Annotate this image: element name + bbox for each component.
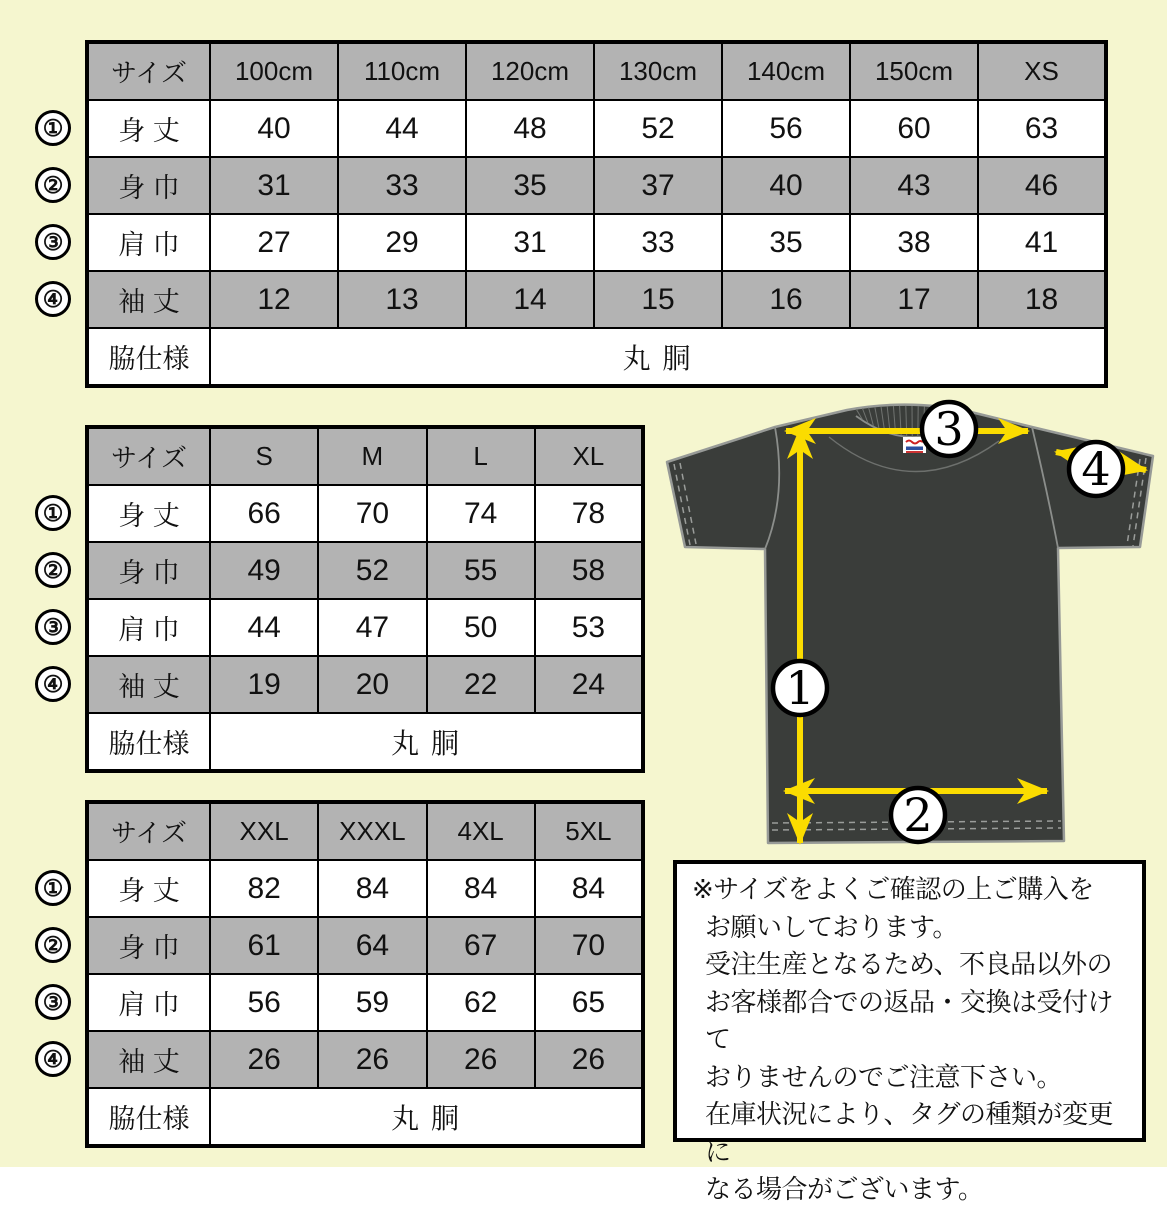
value-cell: 84 bbox=[318, 860, 426, 917]
row-label: 身 巾 bbox=[87, 542, 210, 599]
value-cell: 13 bbox=[338, 271, 466, 328]
value-cell: 37 bbox=[594, 157, 722, 214]
column-header: L bbox=[427, 427, 535, 485]
value-cell: 61 bbox=[210, 917, 318, 974]
value-cell: 15 bbox=[594, 271, 722, 328]
svg-text:1: 1 bbox=[785, 661, 814, 715]
row-label: 袖 丈 bbox=[87, 271, 210, 328]
footer-value: 丸 胴 bbox=[210, 713, 643, 771]
value-cell: 66 bbox=[210, 485, 318, 542]
value-cell: 55 bbox=[427, 542, 535, 599]
row-label: 肩 巾 bbox=[87, 974, 210, 1031]
size-header-cell: サイズ bbox=[87, 427, 210, 485]
row-label: 身 丈 bbox=[87, 100, 210, 157]
size-table-adult bbox=[85, 425, 645, 773]
svg-text:4: 4 bbox=[1081, 442, 1110, 496]
row-label: 身 丈 bbox=[87, 485, 210, 542]
column-header: XXL bbox=[210, 802, 318, 860]
value-cell: 59 bbox=[318, 974, 426, 1031]
notice-line: お願いしております。 bbox=[692, 909, 1134, 947]
notice-line: 受注生産となるため、不良品以外の bbox=[692, 946, 1134, 984]
value-cell: 31 bbox=[210, 157, 338, 214]
value-cell: 22 bbox=[427, 656, 535, 713]
row-label: 身 丈 bbox=[87, 860, 210, 917]
value-cell: 62 bbox=[427, 974, 535, 1031]
column-header: S bbox=[210, 427, 318, 485]
row-label: 袖 丈 bbox=[87, 656, 210, 713]
diagram-marker-3 bbox=[922, 402, 976, 456]
value-cell: 56 bbox=[722, 100, 850, 157]
big-size-table bbox=[85, 800, 645, 1148]
footer-value: 丸 胴 bbox=[210, 328, 1106, 386]
diagram-marker-1 bbox=[773, 661, 827, 715]
column-header: M bbox=[318, 427, 426, 485]
value-cell: 18 bbox=[978, 271, 1106, 328]
value-cell: 48 bbox=[466, 100, 594, 157]
value-cell: 26 bbox=[210, 1031, 318, 1088]
value-cell: 49 bbox=[210, 542, 318, 599]
value-cell: 84 bbox=[427, 860, 535, 917]
value-cell: 19 bbox=[210, 656, 318, 713]
value-cell: 74 bbox=[427, 485, 535, 542]
value-cell: 40 bbox=[722, 157, 850, 214]
row-label: 肩 巾 bbox=[87, 214, 210, 271]
row-marker-3: ③ bbox=[35, 609, 71, 645]
diagram-marker-2 bbox=[891, 788, 945, 842]
row-marker-2: ② bbox=[35, 167, 71, 203]
column-header: 110cm bbox=[338, 42, 466, 100]
value-cell: 43 bbox=[850, 157, 978, 214]
column-header: 5XL bbox=[535, 802, 643, 860]
value-cell: 70 bbox=[318, 485, 426, 542]
value-cell: 26 bbox=[318, 1031, 426, 1088]
row-marker-4: ④ bbox=[35, 666, 71, 702]
notice-line: ※サイズをよくご確認の上ご購入を bbox=[692, 871, 1134, 909]
value-cell: 26 bbox=[427, 1031, 535, 1088]
size-table-kids bbox=[85, 40, 1108, 388]
value-cell: 56 bbox=[210, 974, 318, 1031]
row-label: 袖 丈 bbox=[87, 1031, 210, 1088]
notice-line: おりませんのでご注意下さい。 bbox=[692, 1059, 1134, 1097]
value-cell: 65 bbox=[535, 974, 643, 1031]
value-cell: 17 bbox=[850, 271, 978, 328]
value-cell: 64 bbox=[318, 917, 426, 974]
value-cell: 50 bbox=[427, 599, 535, 656]
value-cell: 14 bbox=[466, 271, 594, 328]
value-cell: 33 bbox=[594, 214, 722, 271]
column-header: 130cm bbox=[594, 42, 722, 100]
column-header: 4XL bbox=[427, 802, 535, 860]
value-cell: 46 bbox=[978, 157, 1106, 214]
value-cell: 41 bbox=[978, 214, 1106, 271]
row-marker-3: ③ bbox=[35, 224, 71, 260]
value-cell: 26 bbox=[535, 1031, 643, 1088]
tshirt-diagram bbox=[655, 395, 1167, 855]
diagram-marker-4 bbox=[1069, 442, 1123, 496]
row-marker-4: ④ bbox=[35, 281, 71, 317]
row-marker-4: ④ bbox=[35, 1041, 71, 1077]
notice-line: なる場合がございます。 bbox=[692, 1171, 1134, 1209]
value-cell: 38 bbox=[850, 214, 978, 271]
value-cell: 29 bbox=[338, 214, 466, 271]
value-cell: 52 bbox=[594, 100, 722, 157]
column-header: XS bbox=[978, 42, 1106, 100]
kids-size-table bbox=[85, 40, 1108, 388]
row-marker-1: ① bbox=[35, 110, 71, 146]
value-cell: 35 bbox=[722, 214, 850, 271]
column-header: XXXL bbox=[318, 802, 426, 860]
footer-label: 脇仕様 bbox=[87, 1088, 210, 1146]
value-cell: 27 bbox=[210, 214, 338, 271]
value-cell: 35 bbox=[466, 157, 594, 214]
value-cell: 16 bbox=[722, 271, 850, 328]
footer-value: 丸 胴 bbox=[210, 1088, 643, 1146]
notice-line: 在庫状況により、タグの種類が変更に bbox=[692, 1096, 1134, 1171]
size-table-big bbox=[85, 800, 645, 1148]
row-label: 身 巾 bbox=[87, 157, 210, 214]
value-cell: 78 bbox=[535, 485, 643, 542]
row-marker-1: ① bbox=[35, 495, 71, 531]
purchase-notice-box bbox=[673, 860, 1146, 1142]
row-marker-2: ② bbox=[35, 552, 71, 588]
value-cell: 52 bbox=[318, 542, 426, 599]
column-header: 140cm bbox=[722, 42, 850, 100]
row-marker-3: ③ bbox=[35, 984, 71, 1020]
notice-line: お客様都合での返品・交換は受付けて bbox=[692, 984, 1134, 1059]
svg-text:2: 2 bbox=[903, 788, 932, 842]
footer-label: 脇仕様 bbox=[87, 328, 210, 386]
value-cell: 40 bbox=[210, 100, 338, 157]
row-marker-2: ② bbox=[35, 927, 71, 963]
column-header: XL bbox=[535, 427, 643, 485]
row-marker-1: ① bbox=[35, 870, 71, 906]
value-cell: 44 bbox=[210, 599, 318, 656]
adult-size-table bbox=[85, 425, 645, 773]
row-label: 身 巾 bbox=[87, 917, 210, 974]
size-header-cell: サイズ bbox=[87, 802, 210, 860]
svg-text:3: 3 bbox=[934, 402, 963, 456]
value-cell: 31 bbox=[466, 214, 594, 271]
value-cell: 24 bbox=[535, 656, 643, 713]
value-cell: 20 bbox=[318, 656, 426, 713]
column-header: 150cm bbox=[850, 42, 978, 100]
value-cell: 70 bbox=[535, 917, 643, 974]
value-cell: 82 bbox=[210, 860, 318, 917]
value-cell: 53 bbox=[535, 599, 643, 656]
row-label: 肩 巾 bbox=[87, 599, 210, 656]
column-header: 120cm bbox=[466, 42, 594, 100]
value-cell: 33 bbox=[338, 157, 466, 214]
value-cell: 84 bbox=[535, 860, 643, 917]
value-cell: 60 bbox=[850, 100, 978, 157]
value-cell: 58 bbox=[535, 542, 643, 599]
value-cell: 44 bbox=[338, 100, 466, 157]
size-header-cell: サイズ bbox=[87, 42, 210, 100]
value-cell: 67 bbox=[427, 917, 535, 974]
footer-label: 脇仕様 bbox=[87, 713, 210, 771]
value-cell: 12 bbox=[210, 271, 338, 328]
value-cell: 47 bbox=[318, 599, 426, 656]
column-header: 100cm bbox=[210, 42, 338, 100]
value-cell: 63 bbox=[978, 100, 1106, 157]
